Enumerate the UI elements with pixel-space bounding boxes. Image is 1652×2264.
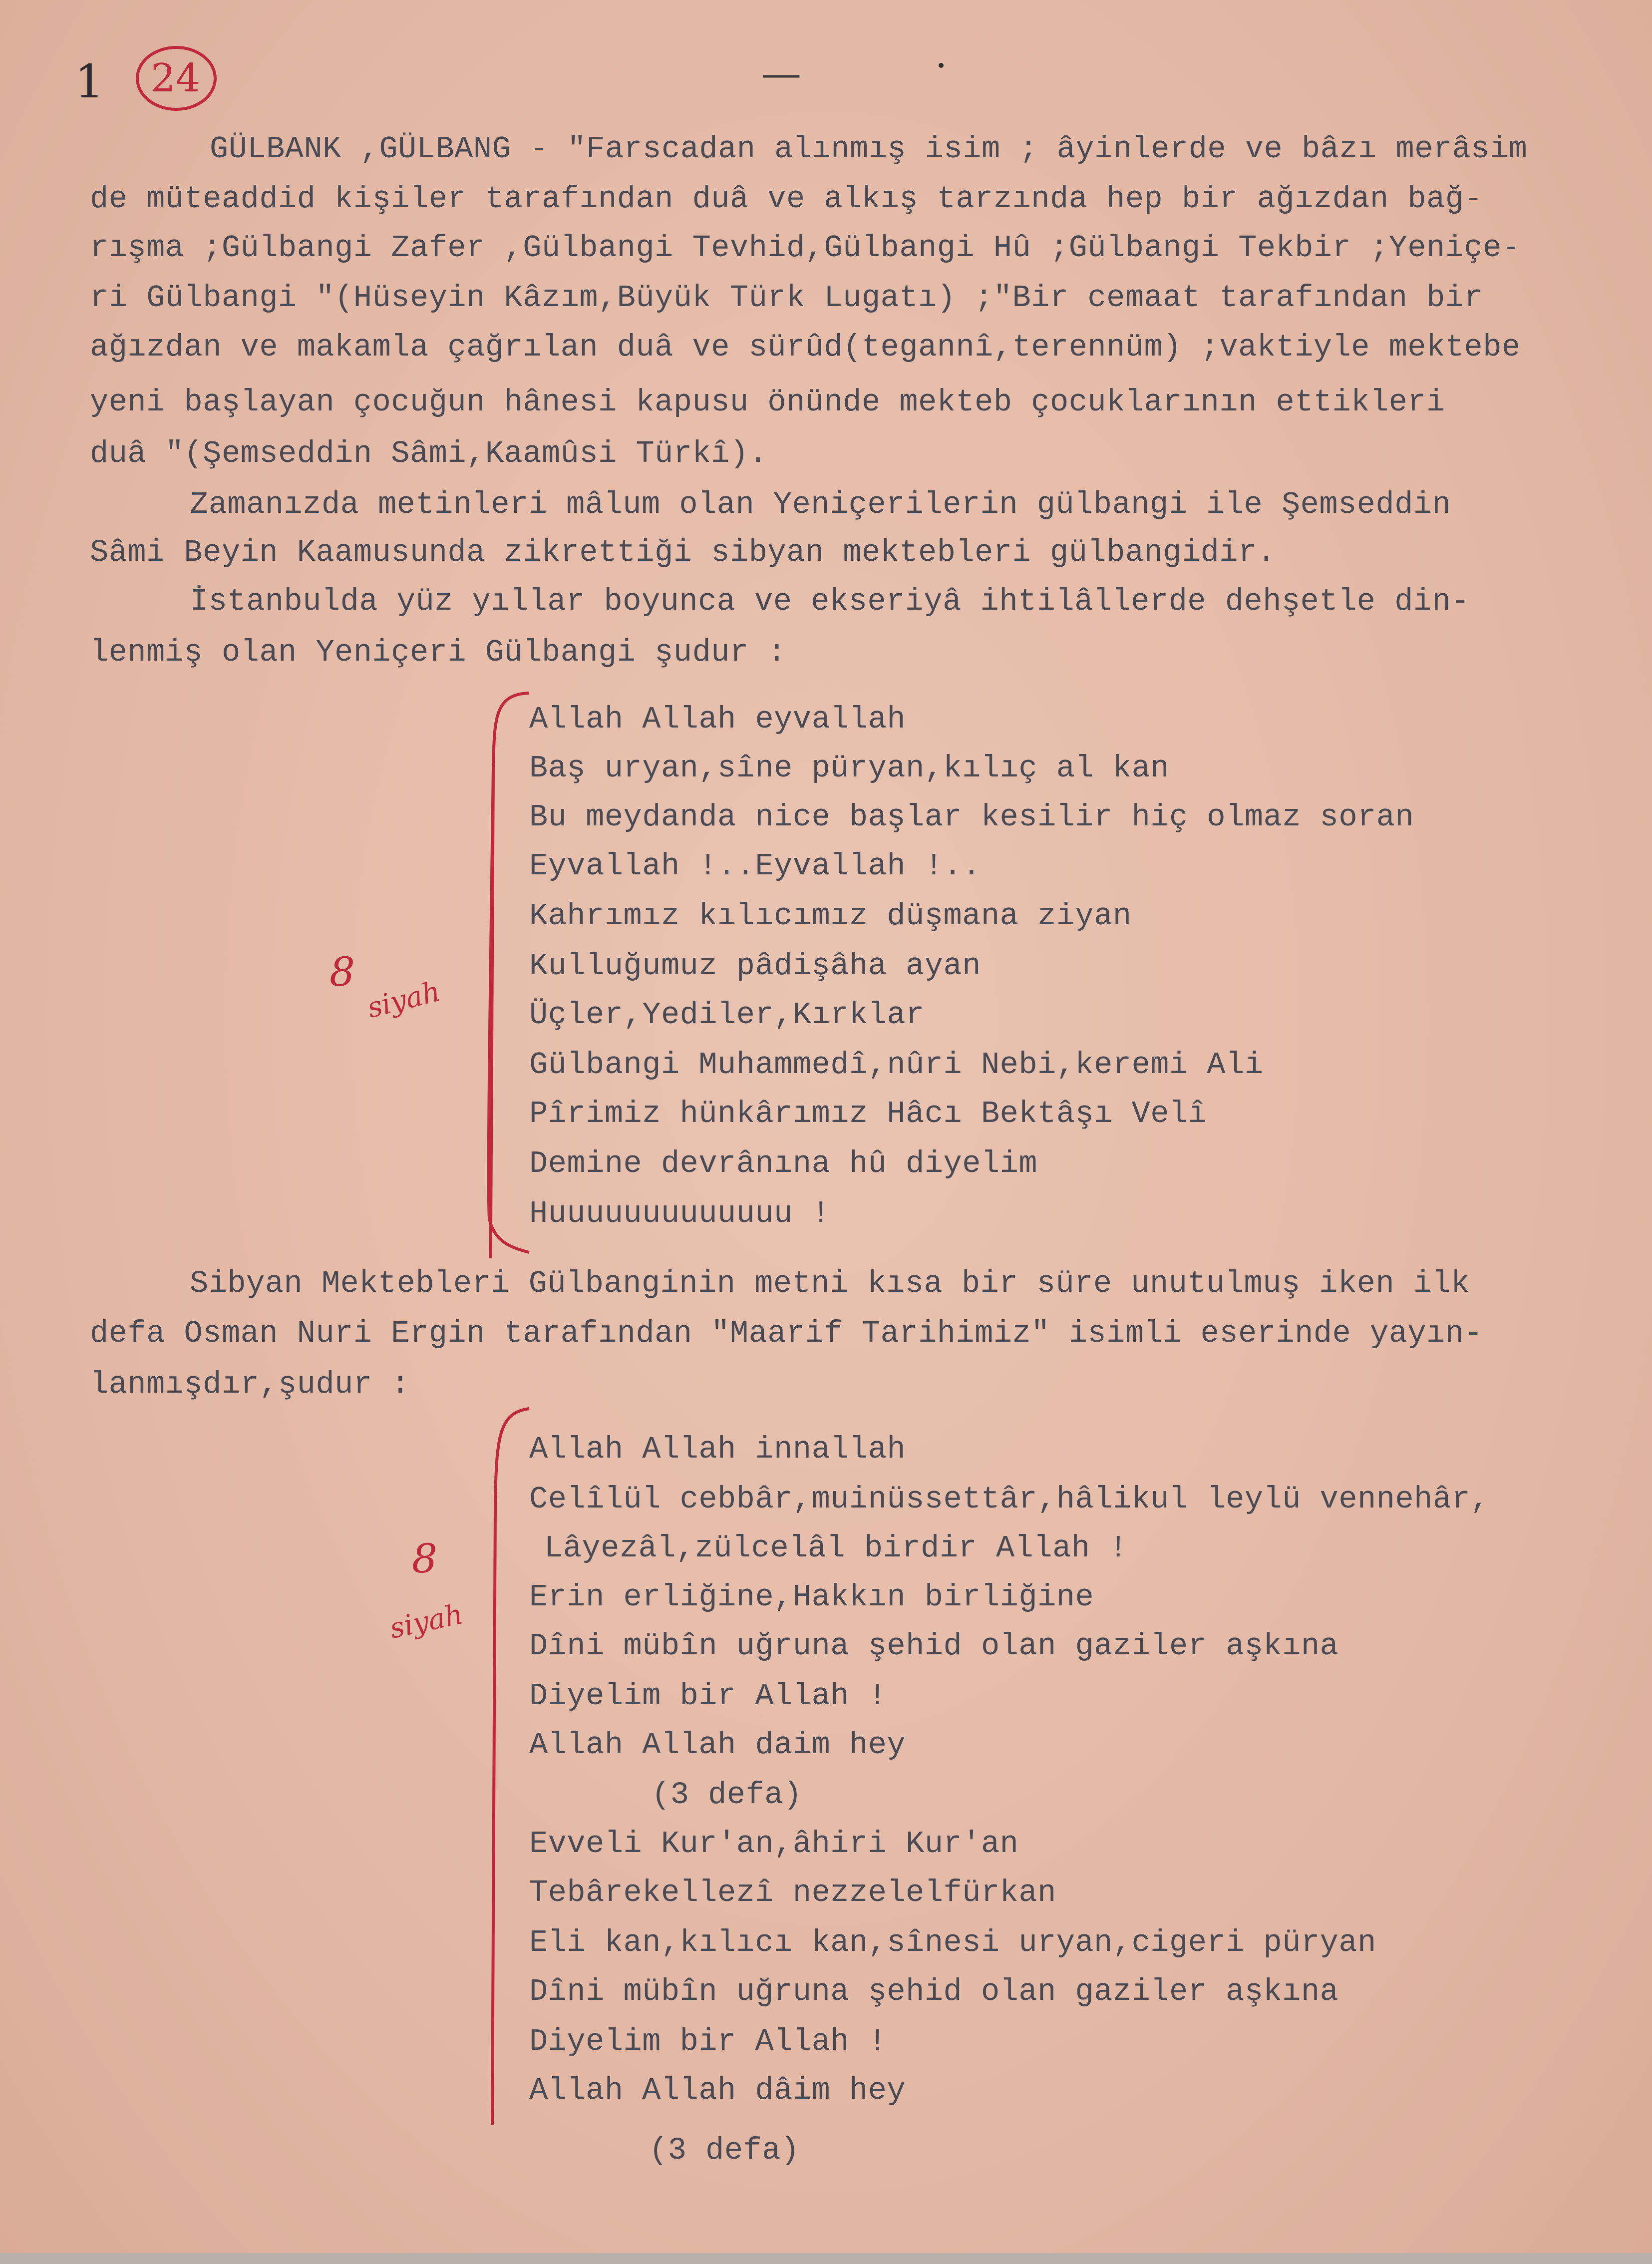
circled-number-text: 24 (151, 56, 201, 101)
page-number: 1 (75, 55, 104, 108)
margin-note-count: 8 (330, 949, 355, 995)
verse-line: Lâyezâl,zülcelâl birdir Allah ! (544, 1530, 1128, 1566)
text-line: duâ "(Şemseddin Sâmi,Kaamûsi Türkî). (90, 436, 768, 471)
verse-line: (3 defa) (652, 1777, 802, 1813)
verse-line: (3 defa) (649, 2133, 800, 2168)
verse-line: Allah Allah innallah (529, 1432, 906, 1467)
margin-note-word: siyah (386, 1598, 466, 1645)
margin-note-word: siyah (364, 975, 444, 1025)
verse-line: Celîlül cebbâr,muinüssettâr,hâlikul leylü vennehâr, (529, 1482, 1490, 1517)
verse-line: Bu meydanda nice başlar kesilir hiç olmaz soran (529, 799, 1414, 835)
verse-line: Pîrimiz hünkârımız Hâcı Bektâşı Velî (529, 1096, 1207, 1132)
red-bracket-2 (479, 1406, 534, 2130)
text-line: Sâmi Beyin Kaamusunda zikrettiği sibyan mektebleri gülbangidir. (90, 535, 1276, 570)
verse-line: Üçler,Yediler,Kırklar (529, 997, 925, 1033)
verse-line: Diyelim bir Allah ! (529, 1678, 887, 1714)
verse-line: Eli kan,kılıcı kan,sînesi uryan,cigeri püryan (529, 1925, 1376, 1960)
verse-line: Diyelim bir Allah ! (529, 2024, 887, 2059)
verse-line: Huuuuuuuuuuuuu ! (529, 1196, 831, 1231)
verse-line: Allah Allah eyvallah (529, 702, 906, 737)
text-line: ağızdan ve makamla çağrılan duâ ve sürûd(tegannî,terennüm) ;vaktiyle mektebe (90, 330, 1521, 365)
verse-line: Dîni mübîn uğruna şehid olan gaziler aşkına (529, 1974, 1339, 2009)
text-line: rışma ;Gülbangi Zafer ,Gülbangi Tevhid,Gülbangi Hû ;Gülbangi Tekbir ;Yeniçe- (90, 230, 1521, 266)
text-line: Zamanızda metinleri mâlum olan Yeniçerilerin gülbangi ile Şemseddin (190, 487, 1451, 522)
top-dash: — (761, 50, 801, 96)
verse-line: Evveli Kur'an,âhiri Kur'an (529, 1826, 1019, 1862)
text-line: Sibyan Mektebleri Gülbanginin metni kısa bir süre unutulmuş iken ilk (190, 1266, 1470, 1301)
text-line: defa Osman Nuri Ergin tarafından "Maarif Tarihimiz" isimli eserinde yayın- (90, 1316, 1483, 1351)
scan-bottom-edge (0, 2253, 1652, 2264)
ink-speck (939, 63, 944, 68)
margin-note-count: 8 (412, 1535, 437, 1582)
text-line: GÜLBANK ,GÜLBANG - "Farscadan alınmış isim ; âyinlerde ve bâzı merâsim (210, 131, 1528, 167)
text-line: lenmiş olan Yeniçeri Gülbangi şudur : (90, 635, 787, 670)
red-bracket-1 (474, 689, 534, 1258)
verse-line: Erin erliğine,Hakkın birliğine (529, 1579, 1094, 1615)
text-line: lanmışdır,şudur : (90, 1367, 410, 1402)
verse-line: Gülbangi Muhammedî,nûri Nebi,keremi Ali (529, 1047, 1264, 1083)
verse-line: Kahrımız kılıcımız düşmana ziyan (529, 898, 1132, 934)
verse-line: Allah Allah daim hey (529, 1727, 906, 1763)
text-line: yeni başlayan çocuğun hânesi kapusu önünde mekteb çocuklarının ettikleri (90, 384, 1445, 420)
verse-line: Eyvallah !..Eyvallah !.. (529, 848, 981, 884)
verse-line: Dîni mübîn uğruna şehid olan gaziler aşkına (529, 1628, 1339, 1664)
text-line: İstanbulda yüz yıllar boyunca ve ekseriyâ ihtilâllerde dehşetle din- (190, 584, 1470, 619)
verse-line: Demine devrânına hû diyelim (529, 1146, 1038, 1181)
text-line: de müteaddid kişiler tarafından duâ ve alkış tarzında hep bir ağızdan bağ- (90, 181, 1483, 217)
text-line: ri Gülbangi "(Hüseyin Kâzım,Büyük Türk Lugatı) ;"Bir cemaat tarafından bir (90, 280, 1483, 316)
verse-line: Kulluğumuz pâdişâha ayan (529, 948, 981, 984)
verse-line: Allah Allah dâim hey (529, 2073, 906, 2108)
verse-line: Baş uryan,sîne püryan,kılıç al kan (529, 751, 1170, 786)
verse-line: Tebârekellezî nezzelelfürkan (529, 1875, 1056, 1910)
